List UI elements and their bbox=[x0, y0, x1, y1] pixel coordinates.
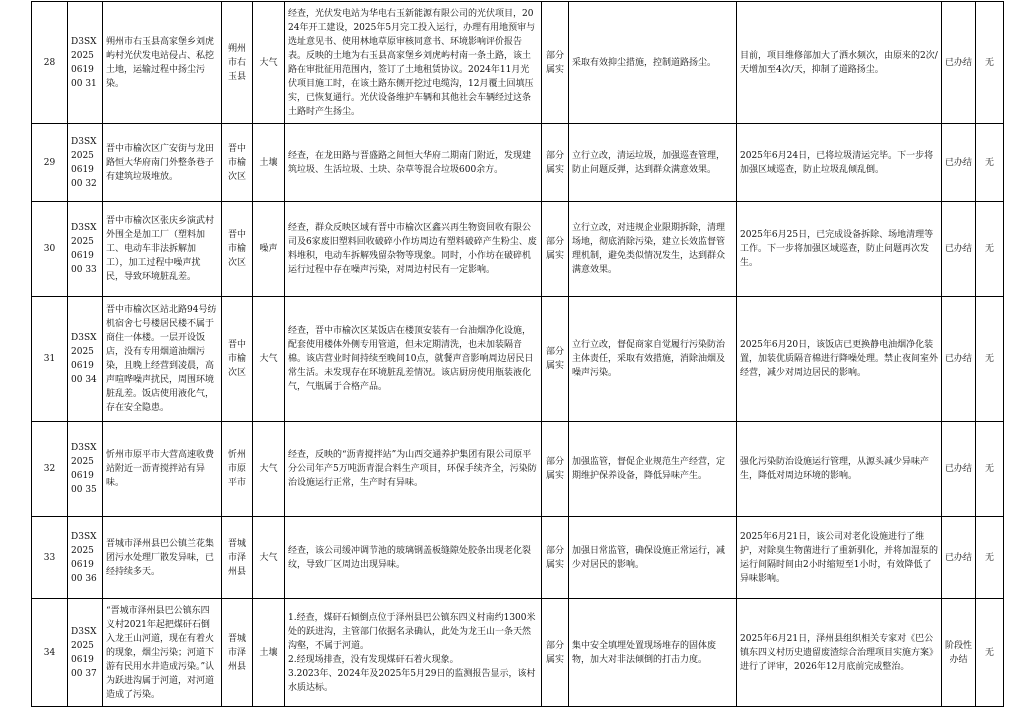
handling-result: 2025年6月21日，泽州县组织相关专家对《巴公镇东四义村历史遗留废渣综合治理项目实施方案》进行了评审，2026年12月底前完成整治。 bbox=[737, 599, 942, 707]
case-code: D3SX2025061900 37 bbox=[68, 599, 103, 707]
table-row bbox=[32, 2, 1004, 124]
case-status: 已办结 bbox=[942, 297, 976, 422]
verification-status: 部分属实 bbox=[542, 517, 569, 599]
table-row bbox=[32, 297, 1004, 422]
accountability: 无 bbox=[976, 517, 1004, 599]
handling-result: 2025年6月25日，已完成设备拆除、场地清理等工作。下一步将加强区域巡查，防止问题再次发生。 bbox=[737, 202, 942, 297]
rectification-measures: 加强监管，督促企业规范生产经营，定期维护保养设备，降低异味产生。 bbox=[569, 422, 737, 517]
investigation-result-line: 1.经查，煤矸石倾倒点位于泽州县巴公镇东四义村南约1300米处的跃进沟，主管部门依据名录确认，此处为龙王山一条天然沟壑，不属于河道。 bbox=[288, 612, 536, 651]
table-row bbox=[32, 124, 1004, 202]
handling-result: 目前，项目维修部加大了洒水频次，由原来的2次/天增加至4次/天，抑制了道路扬尘。 bbox=[737, 2, 942, 124]
pollution-type: 大气 bbox=[253, 422, 285, 517]
region: 晋中市榆次区 bbox=[222, 202, 253, 297]
handling-result: 强化污染防治设施运行管理，从源头减少异味产生，降低对周边环境的影响。 bbox=[737, 422, 942, 517]
rectification-measures: 立行立改，督促商家自觉履行污染防治主体责任，采取有效措施，消除油烟及噪声污染。 bbox=[569, 297, 737, 422]
table-row bbox=[32, 517, 1004, 599]
rectification-measures: 集中安全填埋处置现场堆存的固体废物，加大对非法倾倒的打击力度。 bbox=[569, 599, 737, 707]
handling-result: 2025年6月20日，该饭店已更换静电油烟净化装置，加装优质隔音棉进行降噪处理。禁止夜间室外经营，减少对周边居民的影响。 bbox=[737, 297, 942, 422]
row-number: 34 bbox=[32, 599, 68, 707]
table-row bbox=[32, 599, 1004, 707]
verification-status: 部分属实 bbox=[542, 422, 569, 517]
accountability: 无 bbox=[976, 297, 1004, 422]
investigation-result: 经查，在龙田路与晋盛路之间恒大华府二期南门附近，发现建筑垃圾、生活垃圾、土块、杂草等混合垃圾600余方。 bbox=[285, 124, 542, 202]
pollution-type: 土壤 bbox=[253, 124, 285, 202]
case-status: 已办结 bbox=[942, 422, 976, 517]
region: 晋城市泽州县 bbox=[222, 517, 253, 599]
case-code: D3SX2025061900 31 bbox=[68, 2, 103, 124]
investigation-result: 经查，光伏发电站为华电右玉新能源有限公司的光伏项目，2024年开工建设，2025年5月完工投入运行，办理有用地预审与选址意见书、使用林地草原审核同意书、环境影响评价报告表。反映的土地为右玉县高家堡乡刘虎屿村南一条土路，该土路在审批征用范围内，签订了土地租赁协议。2024年11月光伏项目施工时，在该土路东侧开挖过电缆沟，12月覆土回填压实，已恢复通行。光伏设备维护车辆和其他社会车辆经过这条土路时产生扬尘。 bbox=[285, 2, 542, 124]
region: 晋中市榆次区 bbox=[222, 124, 253, 202]
pollution-type: 大气 bbox=[253, 297, 285, 422]
case-code: D3SX2025061900 32 bbox=[68, 124, 103, 202]
rectification-measures: 加强日常监管，确保设施正常运行，减少对居民的影响。 bbox=[569, 517, 737, 599]
verification-status: 部分属实 bbox=[542, 297, 569, 422]
table-row bbox=[32, 202, 1004, 297]
complaint-description: “晋城市泽州县巴公镇东四义村2021年起把煤矸石倒入龙王山河道，现在有着火的现象，烟尘污染；河道下游有民用水井造成污染。”认为跃进沟属于河道，对河道造成了污染。 bbox=[103, 599, 222, 707]
investigation-result bbox=[285, 599, 542, 707]
complaint-description: 晋城市泽州县巴公镇兰花集团污水处理厂散发异味，已经持续多天。 bbox=[103, 517, 222, 599]
case-status: 阶段性办结 bbox=[942, 599, 976, 707]
investigation-result: 经查，晋中市榆次区某饭店在楼顶安装有一台油烟净化设施，配套使用楼体外侧专用管道，但未定期清洗，也未加装隔音棉。该店营业时间持续至晚间10点，就餐声音影响周边居民日常生活。未发现存在环境脏乱差情况。该店厨房使用瓶装液化气，气瓶属于合格产品。 bbox=[285, 297, 542, 422]
row-number: 33 bbox=[32, 517, 68, 599]
complaint-description: 晋中市榆次区广安街与龙田路恒大华府南门外整条巷子有建筑垃圾堆放。 bbox=[103, 124, 222, 202]
table-row bbox=[32, 422, 1004, 517]
case-code: D3SX2025061900 35 bbox=[68, 422, 103, 517]
investigation-result: 经查，反映的“沥青搅拌站”为山西交通养护集团有限公司原平分公司年产5万吨沥青混合料生产项目，环保手续齐全，污染防治设施运行正常，生产时有异味。 bbox=[285, 422, 542, 517]
region: 朔州市右玉县 bbox=[222, 2, 253, 124]
investigation-result: 经查，该公司缓冲调节池的玻璃钢盖板缝隙处胶条出现老化裂纹，导致厂区周边出现异味。 bbox=[285, 517, 542, 599]
verification-status: 部分属实 bbox=[542, 202, 569, 297]
accountability: 无 bbox=[976, 124, 1004, 202]
case-code: D3SX2025061900 34 bbox=[68, 297, 103, 422]
complaint-description: 晋中市榆次区张庆乡演武村外围全是加工厂（塑料加工、电动车非法拆解加工），加工过程中噪声扰民，导致环境脏乱差。 bbox=[103, 202, 222, 297]
complaint-description: 忻州市原平市大营高速收费站附近一沥青搅拌站有异味。 bbox=[103, 422, 222, 517]
accountability: 无 bbox=[976, 422, 1004, 517]
rectification-measures: 采取有效抑尘措施，控制道路扬尘。 bbox=[569, 2, 737, 124]
row-number: 32 bbox=[32, 422, 68, 517]
complaint-description: 晋中市榆次区站北路94号纺机宿舍七号楼居民楼不属于商住一体楼。一层开设饭店，没有专用烟道油烟污染，且晚上经营到凌晨，高声喧哗噪声扰民，周围环境脏乱差。饭店使用液化气，存在安全隐患。 bbox=[103, 297, 222, 422]
investigation-result-line: 3.2023年、2024年及2025年5月29日的监测报告显示，该村水质达标。 bbox=[288, 668, 536, 693]
row-number: 28 bbox=[32, 2, 68, 124]
investigation-result-line: 2.经现场排查，没有发现煤矸石着火现象。 bbox=[288, 654, 459, 665]
row-number: 31 bbox=[32, 297, 68, 422]
accountability: 无 bbox=[976, 202, 1004, 297]
verification-status: 部分属实 bbox=[542, 2, 569, 124]
row-number: 30 bbox=[32, 202, 68, 297]
verification-status: 部分属实 bbox=[542, 124, 569, 202]
region: 晋中市榆次区 bbox=[222, 297, 253, 422]
complaint-table bbox=[31, 1, 1004, 707]
complaint-description: 朔州市右玉县高家堡乡刘虎屿村光伏发电站侵占、私挖土地，运输过程中扬尘污染。 bbox=[103, 2, 222, 124]
investigation-result: 经查，群众反映区域有晋中市榆次区鑫兴再生物资回收有限公司及6家废旧塑料回收破碎小作坊周边有塑料破碎产生粉尘、废料堆积，电动车拆解残留杂物等现象。同时，小作坊在破碎机运行过程中存在噪声污染，对周边村民有一定影响。 bbox=[285, 202, 542, 297]
case-status: 已办结 bbox=[942, 124, 976, 202]
case-code: D3SX2025061900 33 bbox=[68, 202, 103, 297]
handling-result: 2025年6月21日，该公司对老化设施进行了维护，对除臭生物菌进行了重新驯化，并将加湿泵的运行间隔时间由2小时缩短至1小时，有效降低了异味影响。 bbox=[737, 517, 942, 599]
rectification-measures: 立行立改，清运垃圾，加强巡查管理，防止问题反弹，达到群众满意效果。 bbox=[569, 124, 737, 202]
pollution-type: 土壤 bbox=[253, 599, 285, 707]
verification-status: 部分属实 bbox=[542, 599, 569, 707]
rectification-measures: 立行立改，对违规企业限期拆除，清理场地，彻底消除污染，建立长效监督管理机制，避免类似情况发生，达到群众满意效果。 bbox=[569, 202, 737, 297]
pollution-type: 大气 bbox=[253, 2, 285, 124]
pollution-type: 噪声 bbox=[253, 202, 285, 297]
region: 晋城市泽州县 bbox=[222, 599, 253, 707]
region: 忻州市原平市 bbox=[222, 422, 253, 517]
case-code: D3SX2025061900 36 bbox=[68, 517, 103, 599]
case-status: 已办结 bbox=[942, 202, 976, 297]
case-status: 已办结 bbox=[942, 517, 976, 599]
case-status: 已办结 bbox=[942, 2, 976, 124]
handling-result: 2025年6月24日，已将垃圾清运完毕。下一步将加强区域巡查，防止垃圾乱倾乱倒。 bbox=[737, 124, 942, 202]
row-number: 29 bbox=[32, 124, 68, 202]
accountability: 无 bbox=[976, 2, 1004, 124]
accountability: 无 bbox=[976, 599, 1004, 707]
pollution-type: 大气 bbox=[253, 517, 285, 599]
